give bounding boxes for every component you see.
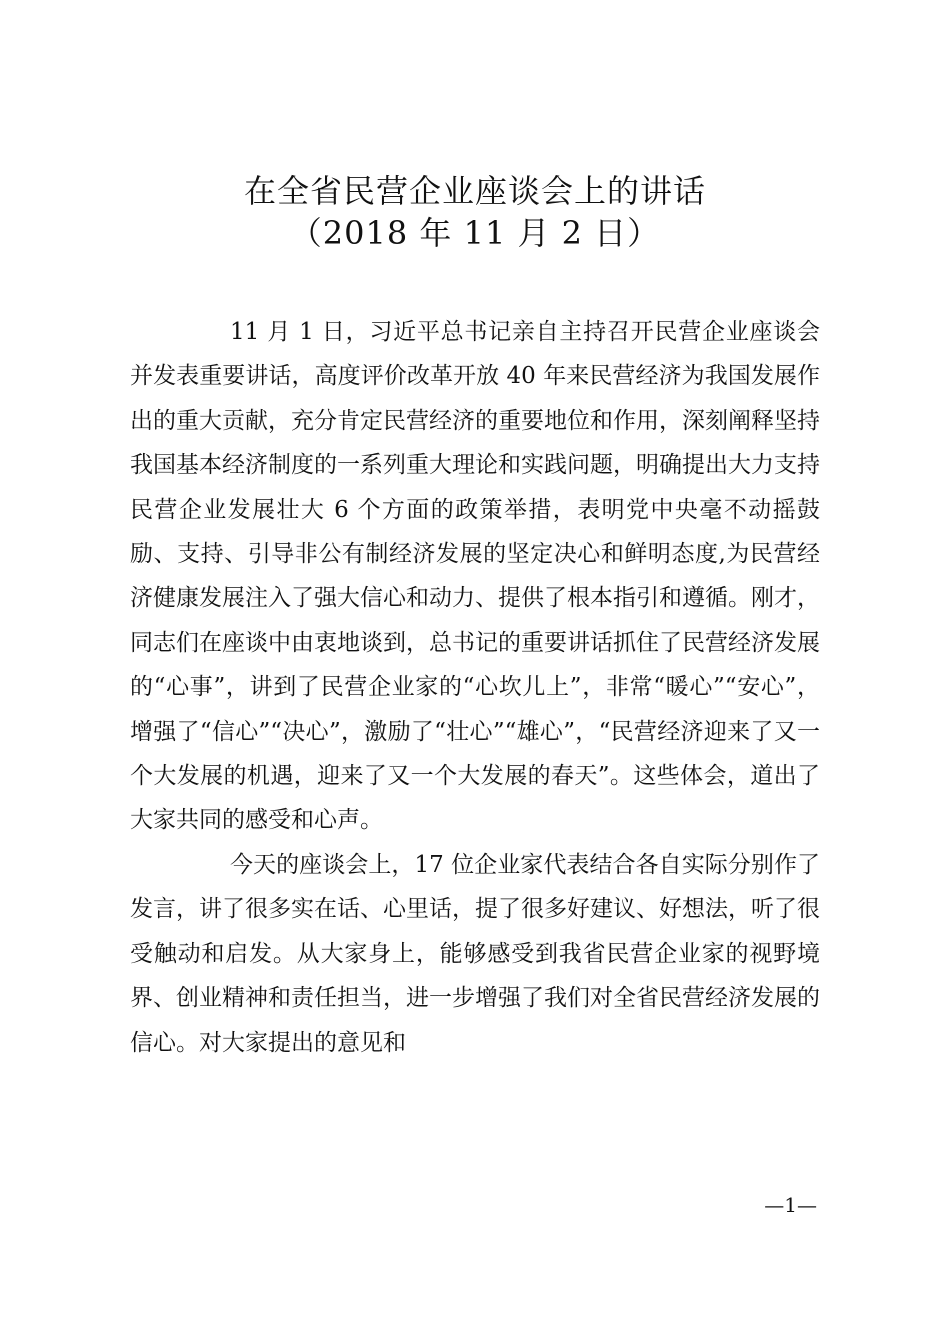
title-block <box>0 170 950 254</box>
paragraph-2: 今天的座谈会上，17 位企业家代表结合各自实际分别作了发言，讲了很多实在话、心里话，提了很多好建议、好想法，听了很受触动和启发。从大家身上，能够感受到我省民营企业家的视野境界、创业精神和责任担当，进一步增强了我们对全省民营经济发展的信心。对大家提出的意见和 <box>130 851 820 1056</box>
document-date: （2018 年 11 月 2 日） <box>289 214 661 252</box>
paragraph-1: 11 月 1 日，习近平总书记亲自主持召开民营企业座谈会并发表重要讲话，高度评价改革开放 40 年来民营经济为我国发展作出的重大贡献，充分肯定民营经济的重要地位和作用，深刻阐释坚持我国基本经济制度的一系列重大理论和实践问题，明确提出大力支持民营企业发展壮大 6 个方面的政策举措，表明党中央毫不动摇鼓励、支持、引导非公有制经济发展的坚定决心和鲜明态度,为民营经济健康发展注入了强大信心和动力、提供了根本指引和遵循。刚才，同志们在座谈中由衷地谈到，总书记的重要讲话抓住了民营经济发展的“心事”，讲到了民营企业家的“心坎儿上”，非常“暖心”“安心”，增强了“信心”“决心”，激励了“壮心”“雄心”，“民营经济迎来了又一个大发展的机遇，迎来了又一个大发展的春天”。这些体会，道出了大家共同的感受和心声。 <box>130 319 820 834</box>
document-body <box>130 310 820 1065</box>
page-number: —1— <box>764 1193 817 1217</box>
document-title: 在全省民营企业座谈会上的讲话 <box>243 172 706 210</box>
